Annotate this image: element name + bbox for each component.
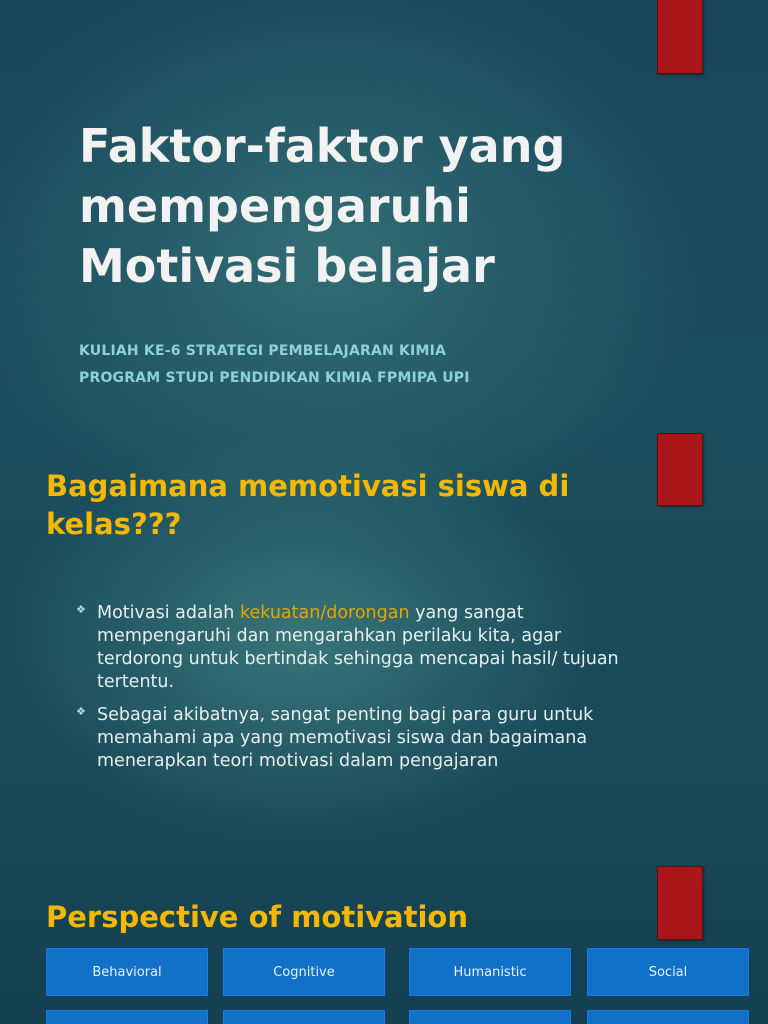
content-slide [0,427,768,854]
bullet-item [76,704,636,773]
heading-line: Bagaimana memotivasi siswa di [46,469,570,503]
slide-heading [46,467,606,543]
perspective-box-social: Social [586,947,750,997]
highlighted-term: kekuatan/dorongan [239,603,410,623]
slide-main-title [79,116,639,296]
title-line: Motivasi belajar [79,239,495,293]
red-tab-decoration [657,866,703,940]
perspective-slide [0,854,768,1024]
perspective-box-humanistic: Humanistic [408,947,572,997]
red-tab-decoration [657,433,703,506]
title-slide [0,0,768,427]
bullet-item [76,602,636,694]
perspective-box-behavioral: Behavioral [45,947,209,997]
perspective-box [45,1009,209,1024]
perspective-box [586,1009,750,1024]
bullet-list [76,602,636,783]
bullet-text-part: yang sangat mempengaruhi dan mengarahkan perilaku kita, agar terdorong untuk bertindak sehingga mencapai hasil/ tujuan tertentu. [97,603,619,692]
title-line: Faktor-faktor yang [79,119,566,173]
perspective-box-cognitive: Cognitive [222,947,386,997]
perspective-box [222,1009,386,1024]
red-tab-decoration [657,0,703,74]
bullet-text [97,603,619,692]
diamond-bullet-icon: ❖ [76,705,86,718]
perspective-box [408,1009,572,1024]
title-line: mempengaruhi [79,179,471,233]
slide-heading: Perspective of motivation [46,900,469,934]
diamond-bullet-icon: ❖ [76,603,86,616]
heading-line: kelas??? [46,507,182,541]
course-subtitle: KULIAH KE-6 STRATEGI PEMBELAJARAN KIMIA [79,343,447,359]
bullet-text: Sebagai akibatnya, sangat penting bagi para guru untuk memahami apa yang memotivasi siswa dan bagaimana menerapkan teori motivasi dalam pengajaran [97,705,594,771]
bullet-text-part: Motivasi adalah [97,603,240,623]
program-subtitle: PROGRAM STUDI PENDIDIKAN KIMIA FPMIPA UPI [79,370,470,386]
